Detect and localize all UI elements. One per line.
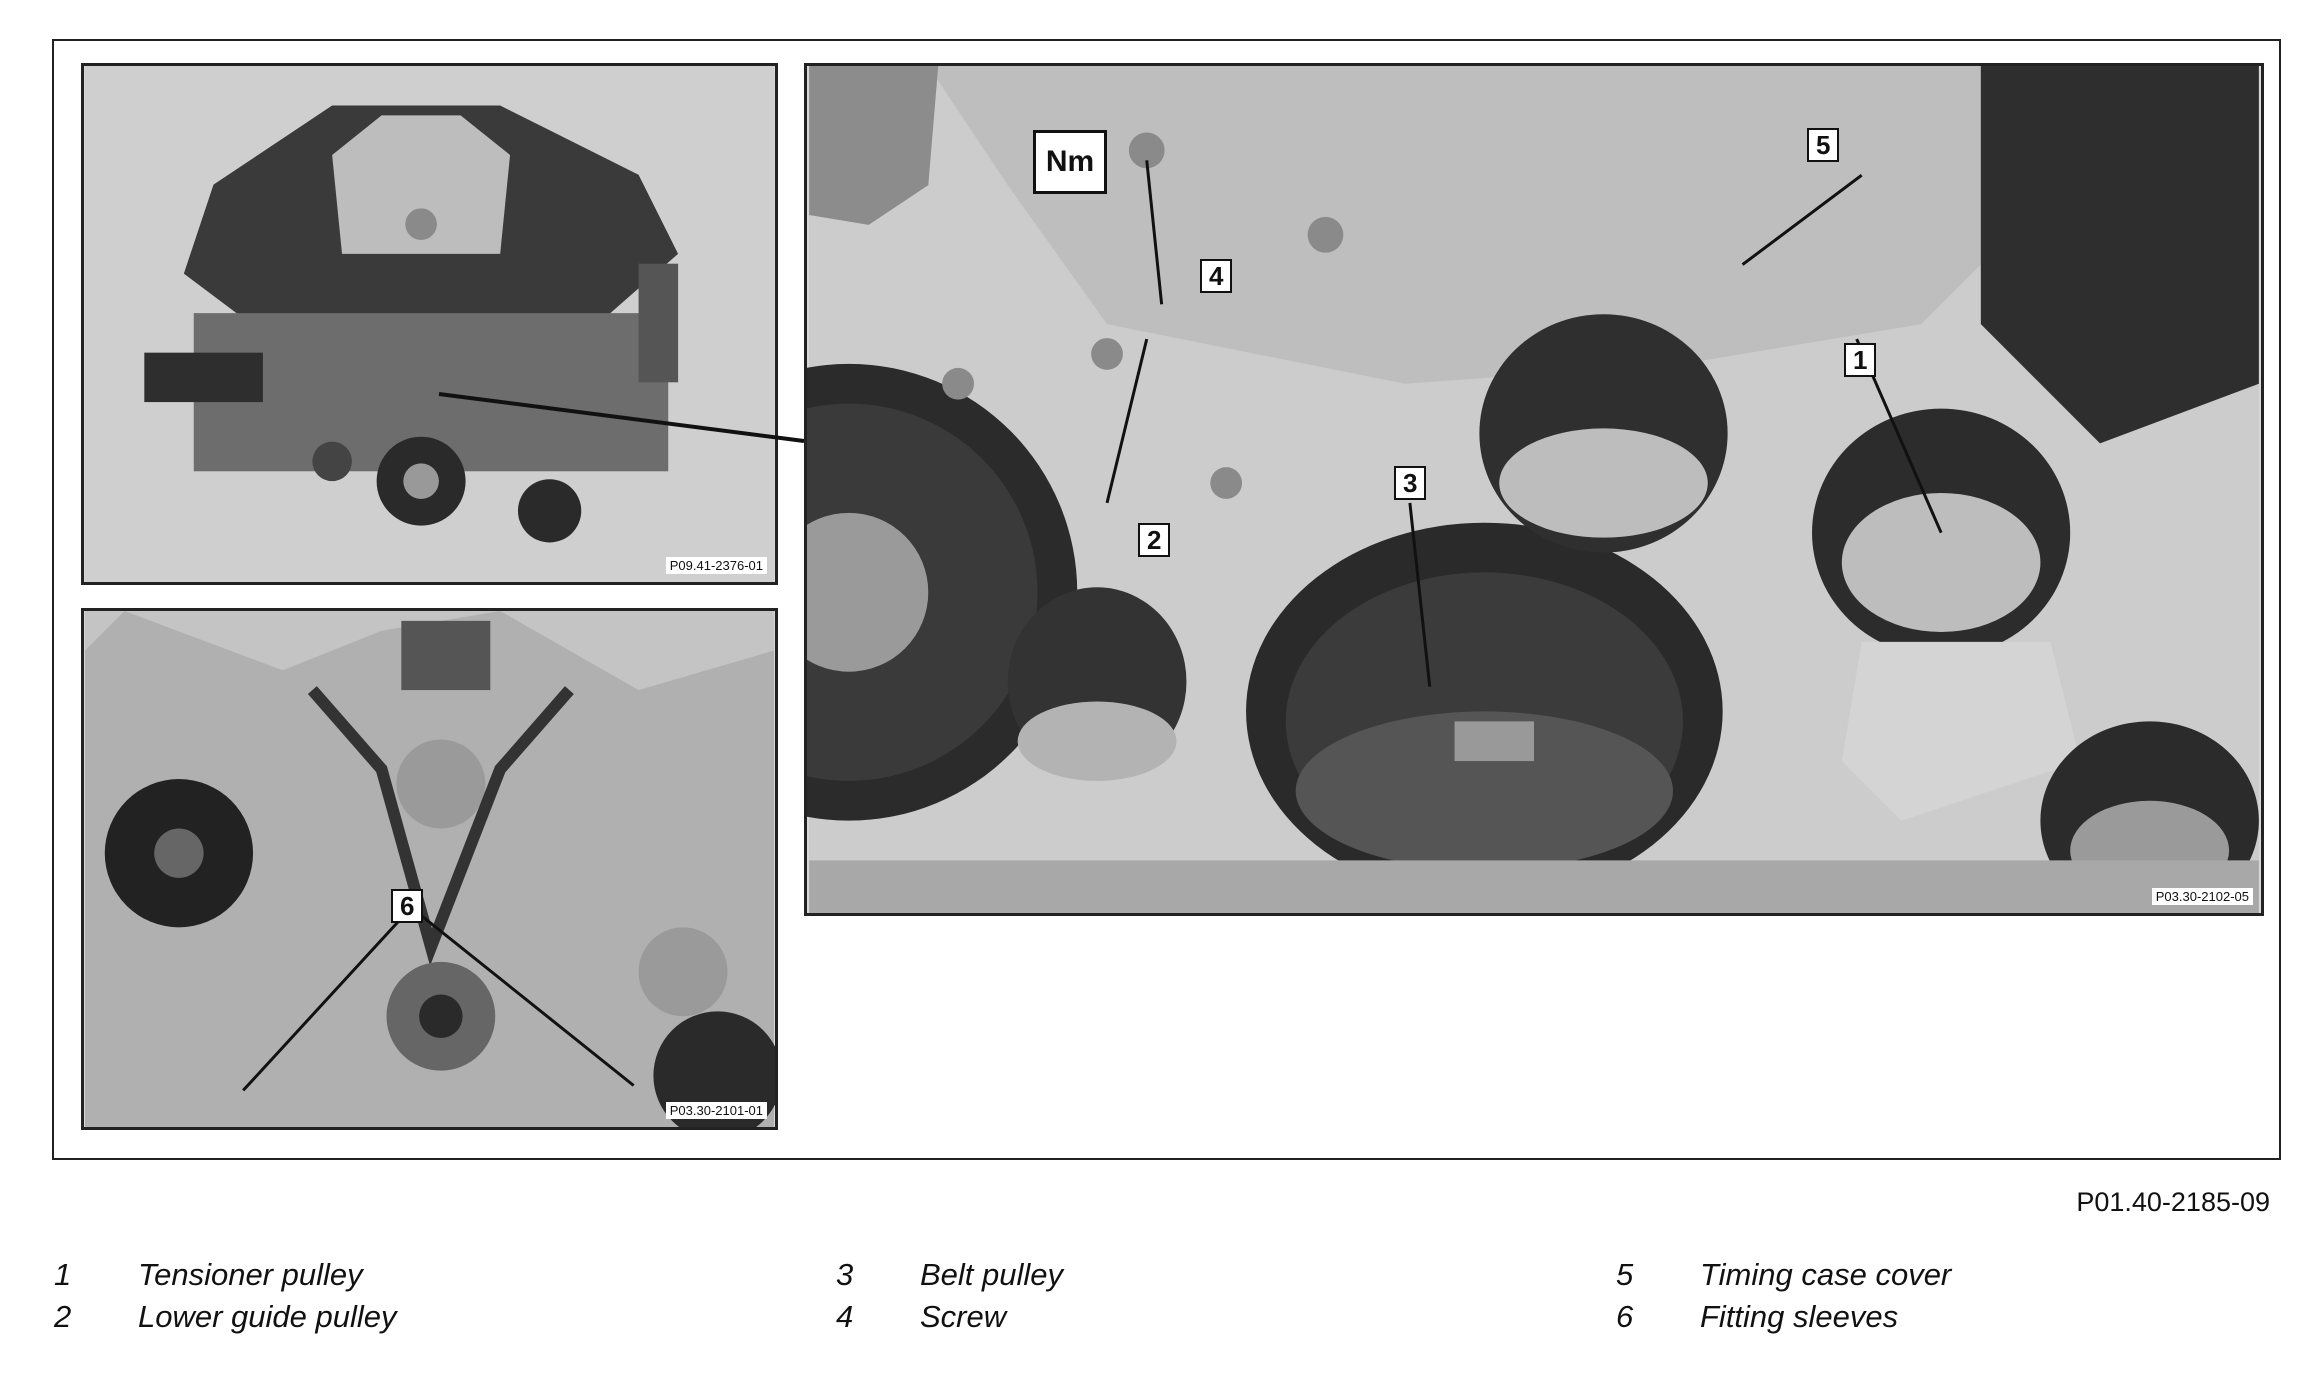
callout-1: 1 <box>1844 343 1876 377</box>
callout-6: 6 <box>391 889 423 923</box>
torque-symbol: Nm <box>1033 130 1107 194</box>
legend-text: Tensioner pulley <box>138 1257 363 1292</box>
panel-code: P09.41-2376-01 <box>666 557 767 574</box>
legend-number: 5 <box>1616 1257 1634 1292</box>
legend-text: Lower guide pulley <box>138 1299 397 1334</box>
engine-overview-photo <box>81 63 778 585</box>
legend-number: 1 <box>54 1257 72 1292</box>
callout-3: 3 <box>1394 466 1426 500</box>
belt-drive-illustration <box>807 66 2261 913</box>
legend-text: Screw <box>920 1299 1007 1334</box>
figure-reference: P01.40-2185-09 <box>2076 1187 2270 1217</box>
legend <box>0 1254 2320 1354</box>
callout-5: 5 <box>1807 128 1839 162</box>
timing-chain-illustration <box>84 611 775 1127</box>
legend-text: Fitting sleeves <box>1700 1299 1899 1334</box>
legend-text: Belt pulley <box>920 1257 1064 1292</box>
callout-2: 2 <box>1138 523 1170 557</box>
legend-number: 6 <box>1616 1299 1634 1334</box>
figure-frame <box>52 39 2281 1160</box>
timing-chain-photo <box>81 608 778 1130</box>
panel-code: P03.30-2102-05 <box>2152 888 2253 905</box>
legend-number: 2 <box>54 1299 72 1334</box>
legend-text: Timing case cover <box>1700 1257 1952 1292</box>
callout-4: 4 <box>1200 259 1232 293</box>
engine-overview-illustration <box>84 66 775 582</box>
panel-code: P03.30-2101-01 <box>666 1102 767 1119</box>
belt-drive-photo <box>804 63 2264 916</box>
legend-number: 3 <box>836 1257 854 1292</box>
legend-number: 4 <box>836 1299 854 1334</box>
